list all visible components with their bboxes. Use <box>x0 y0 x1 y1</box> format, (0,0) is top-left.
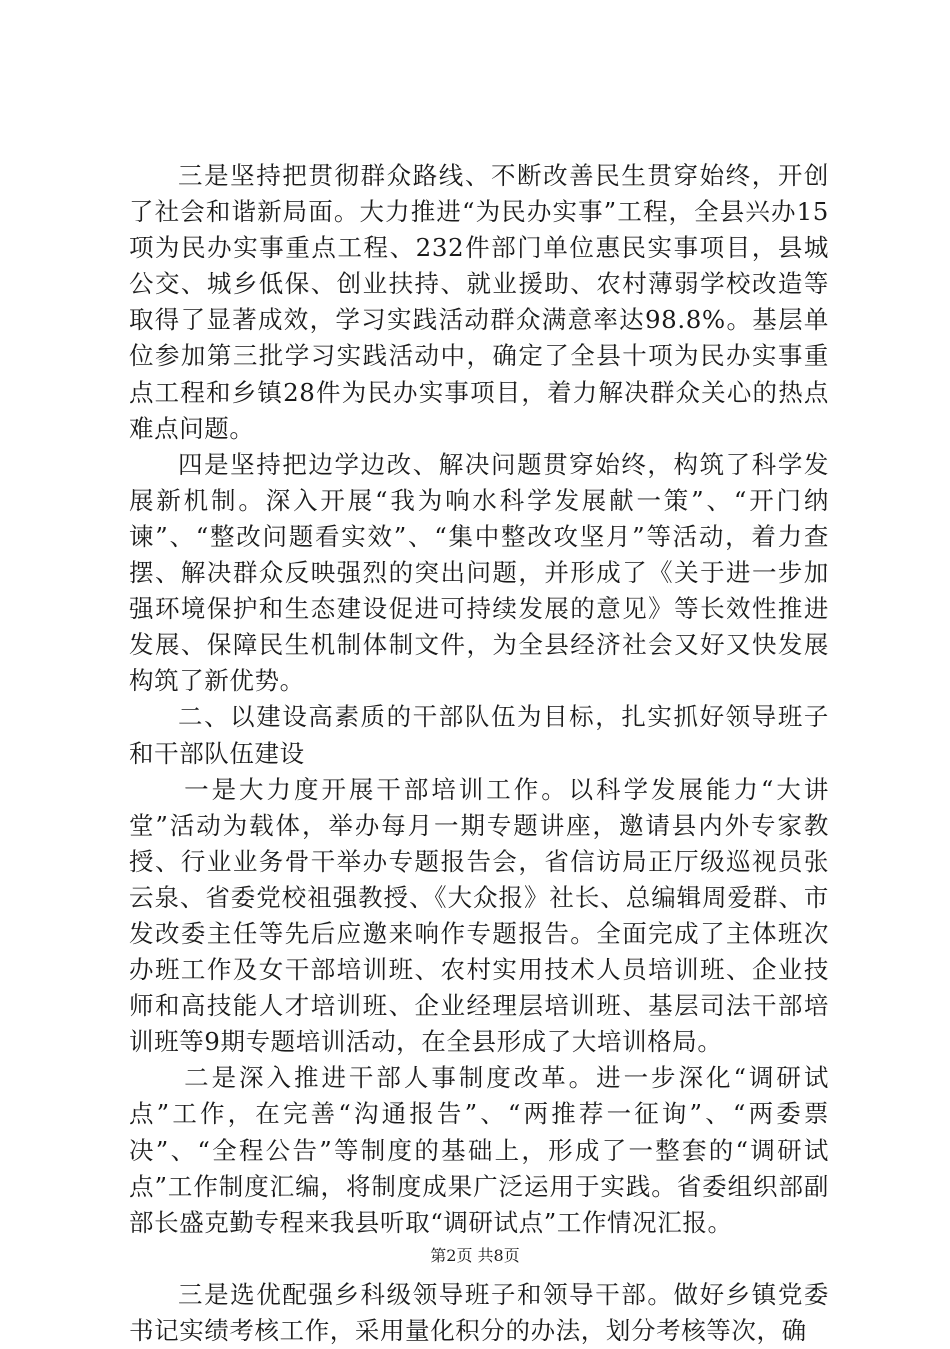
paragraph-cadre-training: 一是大力度开展干部培训工作。以科学发展能力“大讲堂”活动为载体，举办每月一期专题讲座，邀请县内外专家教授、行业业务骨干举办专题报告会，省信访局正厅级巡视员张云泉、省委党校祖强教授、《大众报》社长、总编辑周爱群、市发改委主任等先后应邀来响作专题报告。全面完成了主体班次办班工作及女干部培训班、农村实用技术人员培训班、企业技师和高技能人才培训班、企业经理层培训班、基层司法干部培训班等9期专题培训活动，在全县形成了大培训格局。 <box>129 774 829 1057</box>
paragraph-rectification-mechanism: 四是坚持把边学边改、解决问题贯穿始终，构筑了科学发展新机制。深入开展“我为响水科学发展献一策”、“开门纳谏”、“整改问题看实效”、“集中整改攻坚月”等活动，着力查摆、解决群众反映强烈的突出问题，并形成了《关于进一步加强环境保护和生态建设促进可持续发展的意见》等长效性推进发展、保障民生机制体制文件，为全县经济社会又好又快发展构筑了新优势。 <box>129 449 829 696</box>
section-heading-cadre-team: 二、以建设高素质的干部队伍为目标，扎实抓好领导班子和干部队伍建设 <box>129 702 829 768</box>
paragraph-personnel-reform: 二是深入推进干部人事制度改革。进一步深化“调研试点”工作，在完善“沟通报告”、“两推荐一征询”、“两委票决”、“全程公告”等制度的基础上，形成了一整套的“调研试点”工作制度汇编，将制度成果广泛运用于实践。省委组织部副部长盛克勤专程来我县听取“调研试点”工作情况汇报。 <box>129 1063 829 1237</box>
document-body <box>129 158 829 1349</box>
paragraph-people-livelihood: 三是坚持把贯彻群众路线、不断改善民生贯穿始终，开创了社会和谐新局面。大力推进“为民办实事”工程，全县兴办15项为民办实事重点工程、232件部门单位惠民实事项目，县城公交、城乡低保、创业扶持、就业援助、农村薄弱学校改造等取得了显著成效，学习实践活动群众满意率达98.8%。基层单位参加第三批学习实践活动中，确定了全县十项为民办实事重点工程和乡镇28件为民办实事项目，着力解决群众关心的热点难点问题。 <box>129 161 829 443</box>
page-number-footer: 第2页 共8页 <box>430 1246 520 1265</box>
paragraph-township-leadership: 三是选优配强乡科级领导班子和领导干部。做好乡镇党委书记实绩考核工作，采用量化积分的办法，划分考核等次，确 <box>129 1279 829 1345</box>
